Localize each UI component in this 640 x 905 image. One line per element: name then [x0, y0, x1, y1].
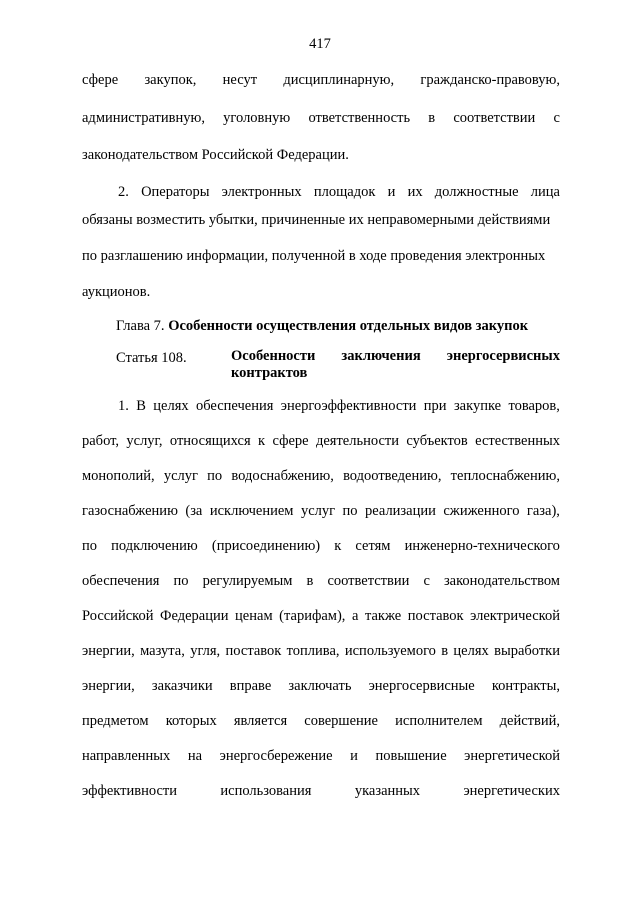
word: предметом	[82, 713, 149, 729]
word: теплоснабжению,	[450, 468, 560, 484]
paragraph-3-line-7	[82, 606, 560, 626]
word: энергии,	[82, 643, 135, 659]
paragraph-1-line-1	[82, 70, 560, 90]
word: по	[82, 538, 98, 554]
word: услуг	[300, 503, 336, 519]
word: используемого	[344, 643, 436, 659]
word: Федерации	[160, 608, 229, 624]
word: совершение	[304, 713, 378, 729]
word: деятельности	[315, 433, 399, 449]
word: обеспечения	[82, 573, 160, 589]
word: газа),	[526, 503, 560, 519]
word: по	[207, 468, 223, 484]
word: на	[187, 748, 203, 764]
word: водоотведению,	[343, 468, 442, 484]
paragraph-1-line-2	[82, 108, 560, 128]
word: в	[306, 573, 314, 589]
word: относящихся	[169, 433, 251, 449]
word: исключением	[209, 503, 294, 519]
word: действий,	[499, 713, 560, 729]
word: энергетической	[464, 748, 560, 764]
word: с	[553, 110, 560, 126]
word: при	[423, 398, 447, 414]
word: монополий,	[82, 468, 155, 484]
word: контракты,	[491, 678, 560, 694]
word: по	[342, 503, 358, 519]
paragraph-3-line-2	[82, 431, 560, 451]
word: законодательством	[443, 573, 560, 589]
paragraph-1-line-3: законодательством Российской Федерации.	[82, 147, 349, 163]
word: соответствии	[453, 110, 536, 126]
word: энергетических	[463, 783, 560, 799]
word: является	[233, 713, 288, 729]
word: (тарифам),	[279, 608, 346, 624]
word: топлива,	[286, 643, 340, 659]
word: лица	[530, 184, 560, 200]
word: целях	[153, 398, 189, 414]
word: подключению	[111, 538, 198, 554]
word: соответствии	[327, 573, 410, 589]
word: (присоединению)	[211, 538, 321, 554]
word: Российской	[82, 608, 154, 624]
word: Операторы	[141, 184, 210, 200]
word: указанных	[354, 783, 421, 799]
word: использования	[220, 783, 312, 799]
paragraph-2-line-3: по разглашению информации, полученной в ходе проведения электронных	[82, 248, 546, 264]
word: и	[350, 748, 358, 764]
page-number: 417	[309, 36, 331, 52]
word: товаров,	[508, 398, 560, 414]
word: сетям	[355, 538, 391, 554]
word: площадок	[313, 184, 376, 200]
word: закупке	[453, 398, 502, 414]
article-title	[231, 348, 560, 382]
word: по	[173, 573, 189, 589]
paragraph-3-line-1	[82, 396, 560, 416]
word: обеспечения	[195, 398, 274, 414]
paragraph-2-line-1	[82, 182, 560, 202]
word: заключать	[288, 678, 352, 694]
word: исполнителем	[395, 713, 483, 729]
word: сфере	[82, 72, 119, 88]
word: энергоэффективности	[280, 398, 417, 414]
word: уголовную	[223, 110, 291, 126]
word: несут	[222, 72, 258, 88]
paragraph-3-line-10	[82, 711, 560, 731]
word: с	[423, 573, 430, 589]
word: субъектов	[406, 433, 468, 449]
article-title-line-2: контрактов	[231, 365, 308, 381]
word: энергии,	[82, 678, 135, 694]
paragraph-3-line-3	[82, 466, 560, 486]
paragraph-3-line-4	[82, 501, 560, 521]
word: 2.	[118, 184, 129, 200]
word: также	[364, 608, 402, 624]
word: В	[136, 398, 146, 414]
paragraph-3-line-12	[82, 781, 560, 801]
paragraph-3-line-5	[82, 536, 560, 556]
word: энергосбережение	[219, 748, 333, 764]
word: поставок	[407, 608, 464, 624]
chapter-title: Особенности осуществления отдельных видов закупок	[168, 318, 529, 334]
word: энергосервисные	[368, 678, 475, 694]
word: к	[334, 538, 342, 554]
word: водоснабжению,	[231, 468, 334, 484]
word: дисциплинарную,	[283, 72, 395, 88]
article-label: Статья 108.	[116, 350, 187, 366]
word: заключения	[341, 348, 421, 364]
word: в	[441, 643, 449, 659]
word: которых	[165, 713, 217, 729]
word: целях	[453, 643, 489, 659]
word: ценам	[235, 608, 273, 624]
word: услуг	[163, 468, 198, 484]
chapter-label: Глава 7.	[116, 318, 169, 334]
paragraph-3-line-9	[82, 676, 560, 696]
word: регулируемым	[202, 573, 293, 589]
paragraph-2-line-2: обязаны возместить убытки, причиненные их неправомерными действиями	[82, 212, 551, 228]
word: а	[351, 608, 359, 624]
word: инженерно-технического	[404, 538, 560, 554]
word: сжиженного	[443, 503, 520, 519]
paragraph-3-line-6	[82, 571, 560, 591]
word: энергосервисных	[446, 348, 560, 364]
word: направленных	[82, 748, 171, 764]
paragraph-3-line-11	[82, 746, 560, 766]
word: 1.	[118, 398, 129, 414]
word: должностные	[434, 184, 519, 200]
word: услуг,	[126, 433, 163, 449]
word: административную,	[82, 110, 205, 126]
word: и	[387, 184, 396, 200]
chapter-heading	[116, 316, 576, 336]
word: заказчики	[151, 678, 213, 694]
word: естественных	[475, 433, 560, 449]
word: закупок,	[144, 72, 197, 88]
paragraph-3-line-8	[82, 641, 560, 661]
word: угля,	[190, 643, 221, 659]
word: сфере	[272, 433, 309, 449]
article-title-line-1	[231, 348, 560, 365]
word: гражданско-правовую,	[420, 72, 560, 88]
word: повышение	[375, 748, 447, 764]
word: реализации	[365, 503, 436, 519]
word: выработки	[494, 643, 560, 659]
word: мазута,	[140, 643, 185, 659]
word: в	[428, 110, 436, 126]
word: Особенности	[231, 348, 316, 364]
word: (за	[185, 503, 203, 519]
word: электрической	[470, 608, 560, 624]
paragraph-2-line-4: аукционов.	[82, 284, 151, 300]
word: их	[407, 184, 423, 200]
word: электронных	[221, 184, 302, 200]
word: поставок	[225, 643, 282, 659]
word: к	[258, 433, 266, 449]
word: работ,	[82, 433, 119, 449]
word: ответственность	[308, 110, 411, 126]
word: эффективности	[82, 783, 177, 799]
word: газоснабжению	[82, 503, 178, 519]
word: вправе	[229, 678, 272, 694]
